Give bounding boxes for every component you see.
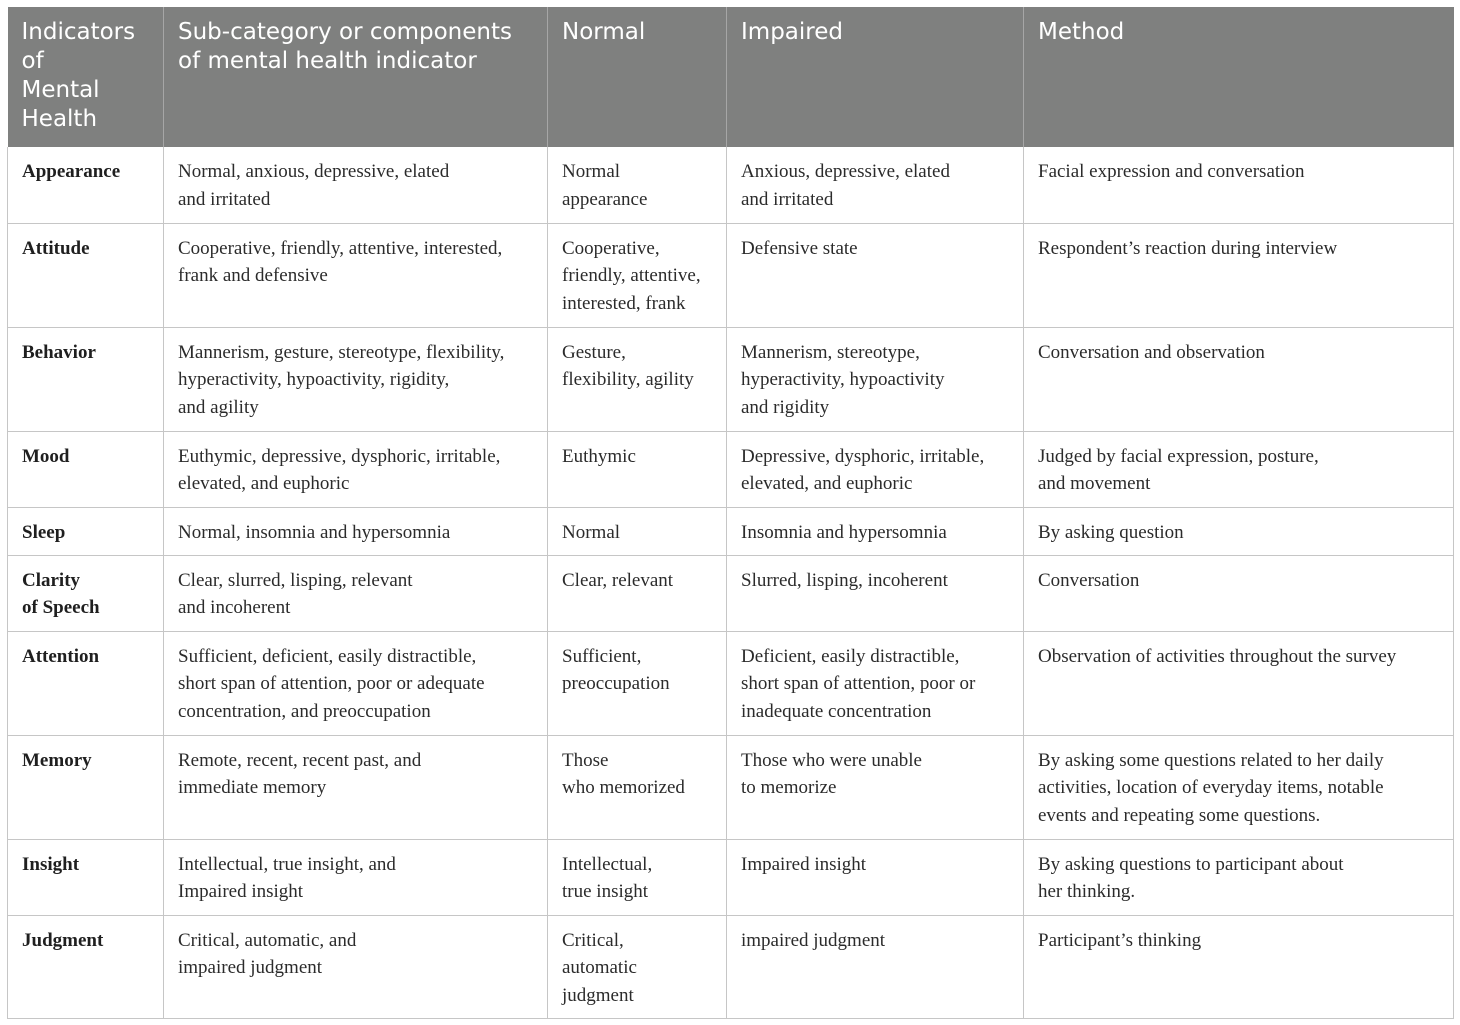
cell-line: immediate memory [178, 777, 327, 799]
cell-line: short span of attention, poor or [741, 673, 976, 695]
header-line: of [21, 48, 44, 74]
cell-method [1024, 431, 1454, 507]
header-line: Sub-category or components [178, 19, 512, 45]
cell-indicator [8, 915, 164, 1018]
mental-health-indicators-table [7, 7, 1454, 1019]
cell-indicator [8, 631, 164, 735]
cell-line: and agility [178, 396, 259, 418]
cell-line: Insomnia and hypersomnia [741, 521, 947, 543]
cell-line: Intellectual, [562, 853, 653, 875]
cell-line: By asking some questions related to her daily [1038, 749, 1384, 771]
cell-line: Mannerism, gesture, stereotype, flexibility, [178, 341, 505, 363]
cell-line: hyperactivity, hypoactivity, rigidity, [178, 369, 450, 391]
cell-indicator [8, 327, 164, 431]
cell-line: Behavior [22, 341, 96, 363]
cell-subcategory [164, 507, 548, 555]
cell-line: Cooperative, [562, 237, 660, 259]
cell-line: Intellectual, true insight, and [178, 853, 396, 875]
cell-indicator [8, 555, 164, 631]
cell-line: and irritated [178, 188, 271, 210]
header-subcategory [164, 7, 548, 147]
cell-line: Attention [22, 645, 100, 667]
table-row [8, 147, 1454, 223]
header-indicators [8, 7, 164, 147]
cell-normal [548, 735, 727, 839]
cell-line: hyperactivity, hypoactivity [741, 369, 945, 391]
cell-impaired [727, 507, 1024, 555]
cell-line: activities, location of everyday items, notable [1038, 777, 1384, 799]
cell-line: Those [562, 749, 609, 771]
cell-line: Critical, automatic, and [178, 929, 357, 951]
cell-line: By asking questions to participant about [1038, 853, 1344, 875]
cell-subcategory [164, 431, 548, 507]
cell-line: Normal [562, 161, 621, 182]
cell-impaired [727, 915, 1024, 1018]
cell-method [1024, 735, 1454, 839]
cell-line: elevated, and euphoric [741, 473, 913, 495]
cell-method [1024, 327, 1454, 431]
cell-line: Euthymic [562, 445, 636, 467]
cell-line: interested, frank [562, 292, 686, 314]
table-row [8, 327, 1454, 431]
cell-indicator [8, 507, 164, 555]
cell-line: true insight [562, 881, 649, 903]
cell-line: Critical, [562, 929, 624, 951]
cell-indicator [8, 431, 164, 507]
cell-line: Conversation [1038, 569, 1140, 591]
cell-line: Euthymic, depressive, dysphoric, irritable, [178, 445, 501, 467]
cell-normal [548, 555, 727, 631]
cell-line: concentration, and preoccupation [178, 700, 431, 722]
cell-normal [548, 915, 727, 1018]
cell-normal [548, 223, 727, 327]
cell-method [1024, 631, 1454, 735]
cell-line: friendly, attentive, [562, 265, 701, 287]
table-body [8, 147, 1454, 1018]
cell-line: Sufficient, deficient, easily distractible, [178, 645, 477, 667]
table-row [8, 507, 1454, 555]
cell-method [1024, 915, 1454, 1018]
cell-indicator [8, 735, 164, 839]
header-line: Health [21, 106, 98, 132]
table-row [8, 839, 1454, 915]
cell-line: impaired judgment [741, 929, 886, 951]
cell-line: By asking question [1038, 521, 1184, 543]
header-impaired [727, 7, 1024, 147]
cell-line: Anxious, depressive, elated [741, 161, 950, 182]
cell-line: Sleep [22, 521, 66, 543]
cell-line: and movement [1038, 473, 1151, 495]
cell-line: Impaired insight [178, 881, 304, 903]
cell-line: Judgment [22, 929, 104, 951]
cell-method [1024, 507, 1454, 555]
cell-line: Those who were unable [741, 749, 922, 771]
cell-subcategory [164, 735, 548, 839]
cell-line: Remote, recent, recent past, and [178, 749, 422, 771]
cell-line: Cooperative, friendly, attentive, interested, [178, 237, 503, 259]
header-line: Mental [21, 77, 100, 103]
header-line: Method [1038, 19, 1125, 45]
cell-line: and incoherent [178, 597, 291, 619]
cell-line: automatic [562, 957, 637, 979]
cell-line: Impaired insight [741, 853, 867, 875]
cell-line: frank and defensive [178, 265, 328, 287]
cell-impaired [727, 431, 1024, 507]
cell-line: Defensive state [741, 237, 858, 259]
cell-subcategory [164, 327, 548, 431]
cell-line: events and repeating some questions. [1038, 804, 1321, 826]
cell-line: and rigidity [741, 396, 830, 418]
cell-line: her thinking. [1038, 881, 1136, 903]
cell-line: to memorize [741, 777, 837, 799]
cell-indicator [8, 147, 164, 223]
cell-line: elevated, and euphoric [178, 473, 350, 495]
cell-line: Sufficient, [562, 645, 642, 667]
cell-line: flexibility, agility [562, 369, 694, 391]
table-row [8, 555, 1454, 631]
cell-subcategory [164, 839, 548, 915]
table-row [8, 915, 1454, 1018]
header-row [8, 7, 1454, 147]
cell-line: Slurred, lisping, incoherent [741, 569, 948, 591]
header-normal [548, 7, 727, 147]
cell-impaired [727, 147, 1024, 223]
table-row [8, 735, 1454, 839]
cell-line: Participant’s thinking [1038, 929, 1202, 951]
header-line: Impaired [741, 19, 843, 45]
cell-line: Clear, slurred, lisping, relevant [178, 569, 413, 591]
header-line: Normal [562, 19, 646, 45]
cell-line: of Speech [22, 597, 100, 619]
cell-line: Mannerism, stereotype, [741, 341, 920, 363]
cell-normal [548, 631, 727, 735]
cell-line: Appearance [22, 161, 121, 182]
cell-impaired [727, 631, 1024, 735]
cell-line: who memorized [562, 777, 685, 799]
cell-method [1024, 555, 1454, 631]
cell-line: appearance [562, 188, 648, 210]
cell-line: Judged by facial expression, posture, [1038, 445, 1319, 467]
cell-normal [548, 507, 727, 555]
header-line: Indicators [21, 19, 136, 45]
table-row [8, 431, 1454, 507]
cell-line: Normal, insomnia and hypersomnia [178, 521, 451, 543]
cell-impaired [727, 555, 1024, 631]
cell-line: Memory [22, 749, 92, 771]
header-line: of mental health indicator [178, 48, 477, 74]
cell-line: and irritated [741, 188, 834, 210]
cell-line: Mood [22, 445, 70, 467]
cell-line: judgment [562, 984, 634, 1006]
cell-method [1024, 223, 1454, 327]
cell-line: Normal, anxious, depressive, elated [178, 161, 450, 182]
cell-line: inadequate concentration [741, 700, 932, 722]
cell-line: Deficient, easily distractible, [741, 645, 960, 667]
cell-normal [548, 839, 727, 915]
cell-impaired [727, 327, 1024, 431]
cell-impaired [727, 735, 1024, 839]
cell-line: Clarity [22, 569, 81, 591]
cell-indicator [8, 223, 164, 327]
table-row [8, 223, 1454, 327]
cell-normal [548, 147, 727, 223]
cell-impaired [727, 839, 1024, 915]
cell-normal [548, 431, 727, 507]
cell-line: Facial expression and conversation [1038, 161, 1305, 182]
cell-subcategory [164, 631, 548, 735]
table-row [8, 631, 1454, 735]
cell-line: preoccupation [562, 673, 670, 695]
cell-subcategory [164, 555, 548, 631]
cell-subcategory [164, 147, 548, 223]
cell-line: Respondent’s reaction during interview [1038, 237, 1338, 259]
cell-line: Gesture, [562, 341, 626, 363]
cell-line: Observation of activities throughout the survey [1038, 645, 1397, 667]
cell-line: impaired judgment [178, 957, 323, 979]
cell-line: Conversation and observation [1038, 341, 1265, 363]
cell-line: Clear, relevant [562, 569, 674, 591]
cell-subcategory [164, 915, 548, 1018]
cell-line: Attitude [22, 237, 90, 259]
cell-indicator [8, 839, 164, 915]
cell-subcategory [164, 223, 548, 327]
cell-normal [548, 327, 727, 431]
cell-line: Insight [22, 853, 80, 875]
cell-line: short span of attention, poor or adequate [178, 673, 485, 695]
cell-method [1024, 147, 1454, 223]
header-method [1024, 7, 1454, 147]
cell-method [1024, 839, 1454, 915]
table-header [8, 7, 1454, 147]
cell-impaired [727, 223, 1024, 327]
cell-line: Normal [562, 521, 621, 543]
cell-line: Depressive, dysphoric, irritable, [741, 445, 985, 467]
